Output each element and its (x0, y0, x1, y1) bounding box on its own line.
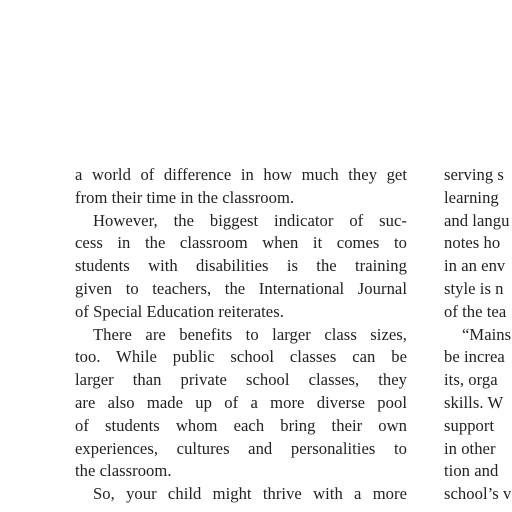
text-line: However, the biggest indicator of suc- (93, 210, 407, 230)
text-line: students with disabilities is the training (75, 256, 407, 276)
text-line: are also made up of a more diverse pool (75, 392, 407, 412)
text-line: support (444, 415, 495, 435)
text-line: in other (444, 438, 496, 458)
text-line: in an env (444, 256, 506, 276)
text-line: style is n (444, 278, 504, 298)
text-line: the classroom. (75, 461, 172, 481)
text-line: “Mains (462, 324, 512, 344)
text-line: cess in the classroom when it comes to (75, 233, 407, 253)
text-line: be increa (444, 347, 505, 367)
text-line: tion and (444, 461, 499, 481)
text-line: So, your child might thrive with a more (93, 484, 407, 504)
article-column-left (75, 164, 407, 506)
article-column-right (444, 164, 512, 506)
text-line: There are benefits to larger class sizes, (93, 324, 407, 344)
text-line: given to teachers, the International Journal (75, 278, 407, 298)
text-line: skills. W (444, 392, 504, 412)
text-line: larger than private school classes, they (75, 370, 407, 390)
text-line: of the tea (444, 301, 507, 321)
text-line: school’s v (444, 484, 512, 504)
text-line: and langu (444, 210, 510, 230)
text-line: of Special Education reiterates. (75, 301, 284, 321)
text-line: of students whom each bring their own (75, 415, 407, 435)
text-line: from their time in the classroom. (75, 187, 295, 207)
text-line: its, orga (444, 370, 498, 390)
text-line: learning (444, 187, 499, 207)
text-line: experiences, cultures and personalities to (75, 438, 407, 458)
text-line: serving s (444, 165, 504, 184)
text-line: a world of difference in how much they get (75, 165, 407, 184)
text-line: notes ho (444, 233, 501, 253)
text-line: too. While public school classes can be (75, 347, 407, 367)
